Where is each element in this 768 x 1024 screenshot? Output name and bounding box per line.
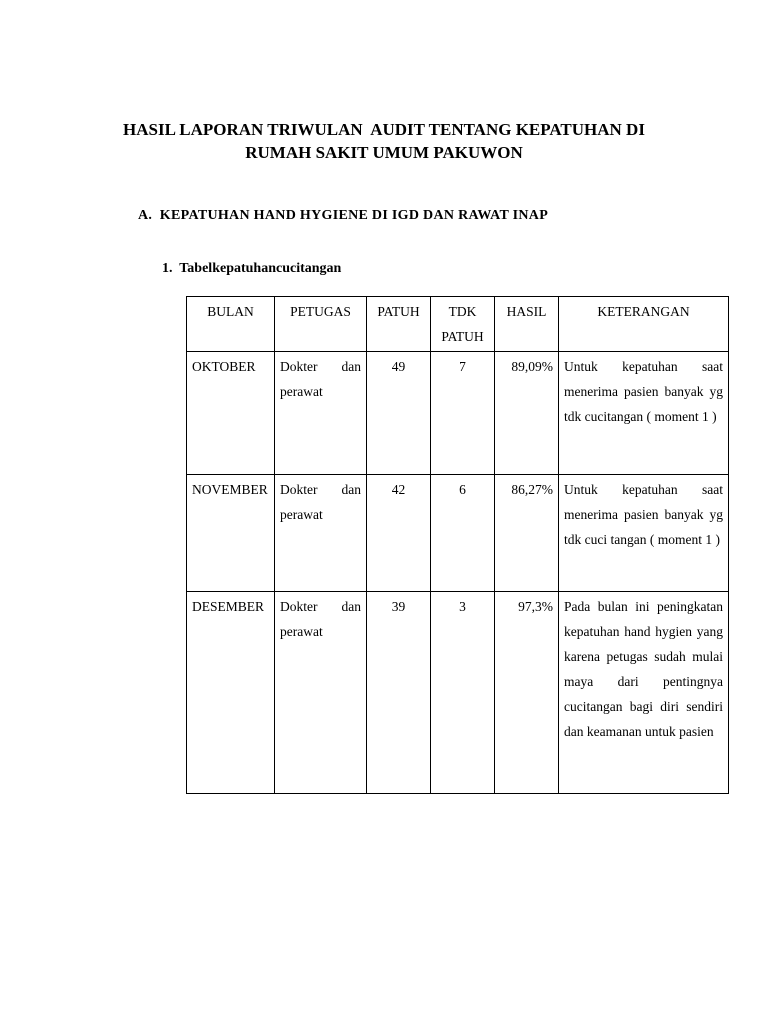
cell-petugas: Dokter dan perawat <box>275 352 367 475</box>
table-row <box>187 352 729 475</box>
header-hasil: HASIL <box>495 297 559 352</box>
cell-hasil: 97,3% <box>495 592 559 794</box>
cell-hasil: 89,09% <box>495 352 559 475</box>
document-title <box>0 118 768 164</box>
cell-petugas: Dokter dan perawat <box>275 475 367 592</box>
title-line-1: HASIL LAPORAN TRIWULAN AUDIT TENTANG KEPATUHAN DI <box>123 120 645 139</box>
cell-bulan: OKTOBER <box>187 352 275 475</box>
compliance-table <box>186 296 729 794</box>
subsection-heading: 1. Tabelkepatuhancucitangan <box>162 261 342 276</box>
header-petugas: PETUGAS <box>275 297 367 352</box>
cell-tdk-patuh: 3 <box>431 592 495 794</box>
section-heading: A. KEPATUHAN HAND HYGIENE DI IGD DAN RAWAT INAP <box>138 208 549 223</box>
table-row <box>187 475 729 592</box>
cell-patuh: 42 <box>367 475 431 592</box>
table-row <box>187 592 729 794</box>
cell-patuh: 49 <box>367 352 431 475</box>
title-line-2: RUMAH SAKIT UMUM PAKUWON <box>245 143 523 162</box>
header-bulan: BULAN <box>187 297 275 352</box>
header-tdk-patuh: TDK PATUH <box>431 297 495 352</box>
cell-hasil: 86,27% <box>495 475 559 592</box>
cell-tdk-patuh: 6 <box>431 475 495 592</box>
cell-tdk-patuh: 7 <box>431 352 495 475</box>
cell-keterangan: Pada bulan ini peningkatan kepatuhan hand hygien yang karena petugas sudah mulai maya dari pentingnya cucitangan bagi diri sendiri dan keamanan untuk pasien <box>559 592 729 794</box>
cell-keterangan: Untuk kepatuhan saat menerima pasien banyak yg tdk cucitangan ( moment 1 ) <box>559 352 729 475</box>
cell-bulan: DESEMBER <box>187 592 275 794</box>
header-patuh: PATUH <box>367 297 431 352</box>
cell-bulan: NOVEMBER <box>187 475 275 592</box>
table-header-row <box>187 297 729 352</box>
header-keterangan: KETERANGAN <box>559 297 729 352</box>
cell-patuh: 39 <box>367 592 431 794</box>
cell-keterangan: Untuk kepatuhan saat menerima pasien banyak yg tdk cuci tangan ( moment 1 ) <box>559 475 729 592</box>
cell-petugas: Dokter dan perawat <box>275 592 367 794</box>
